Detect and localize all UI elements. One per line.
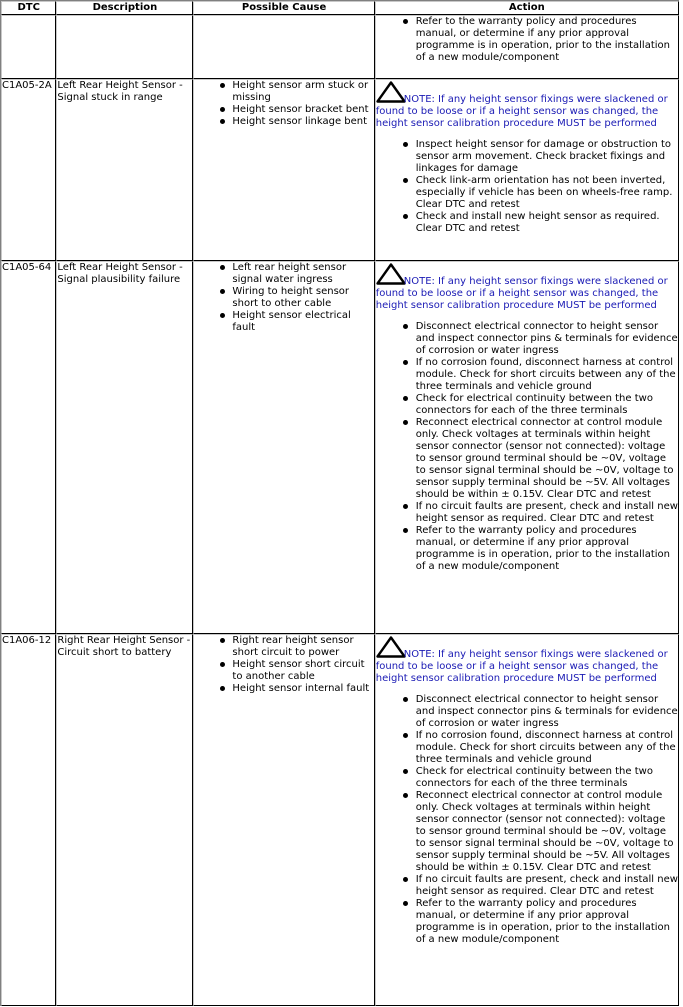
possible-cause-cell <box>193 15 374 79</box>
header-description: Description <box>56 1 193 15</box>
cause-item: Height sensor internal fault <box>232 683 373 695</box>
action-item: Check link-arm orientation has not been inverted, especially if vehicle has been on wheels-free ramp. Clear DTC and retest <box>416 175 678 211</box>
warning-triangle-icon <box>376 636 406 658</box>
action-item: If no circuit faults are present, check and install new height sensor as required. Clear DTC and retest <box>415 874 678 897</box>
warning-triangle-icon <box>376 81 406 103</box>
note-block <box>376 636 678 685</box>
cause-item: Height sensor bracket bent <box>232 104 373 116</box>
note-text: NOTE: If any height sensor fixings were slackened or found to be loose or if a height sensor was changed, the height sensor calibration procedure MUST be performed <box>375 649 668 684</box>
action-list <box>376 694 678 946</box>
description-cell <box>56 15 193 79</box>
action-cell <box>375 15 679 79</box>
cause-item: Height sensor arm stuck or missing <box>232 80 373 104</box>
cause-item: Right rear height sensor short circuit to power <box>232 635 373 659</box>
note-block <box>376 263 678 312</box>
dtc-code-cell: C1A05-64 <box>1 261 56 634</box>
header-dtc: DTC <box>1 1 56 15</box>
action-item: Refer to the warranty policy and procedures manual, or determine if any prior approval programme is in operation, prior to the installation of a new module/component <box>416 525 678 573</box>
description-cell: Left Rear Height Sensor - Signal plausibility failure <box>56 261 193 634</box>
cause-item: Height sensor linkage bent <box>232 116 373 128</box>
cause-item: Height sensor electrical fault <box>232 310 373 334</box>
action-item: If no corrosion found, disconnect harness at control module. Check for short circuits between any of the three terminals and vehicle ground <box>416 730 678 766</box>
action-list <box>376 321 678 573</box>
header-possible-cause: Possible Cause <box>193 1 374 15</box>
action-item: Reconnect electrical connector at control module only. Check voltages at terminals within height sensor connector (sensor not connected): voltage to sensor ground terminal should be ~0V, voltage to sensor signal terminal should be ~0V, voltage to sensor supply terminal should be ~5V. All voltages should be within ± 0.15V. Clear DTC and retest <box>416 417 678 501</box>
possible-cause-cell <box>193 261 374 634</box>
table-row <box>1 634 679 1006</box>
action-item: If no circuit faults are present, check and install new height sensor as required. Clear DTC and retest <box>415 501 678 524</box>
action-cell <box>375 261 679 634</box>
note-text: NOTE: If any height sensor fixings were slackened or found to be loose or if a height sensor was changed, the height sensor calibration procedure MUST be performed <box>375 94 668 129</box>
table-row <box>1 15 679 79</box>
note-block <box>376 81 678 130</box>
warning-triangle-icon <box>376 263 406 285</box>
dtc-code-cell <box>1 15 56 79</box>
action-item: Check for electrical continuity between the two connectors for each of the three terminals <box>416 766 678 790</box>
cause-item: Left rear height sensor signal water ingress <box>232 262 373 286</box>
note-text: NOTE: If any height sensor fixings were slackened or found to be loose or if a height sensor was changed, the height sensor calibration procedure MUST be performed <box>375 276 668 311</box>
action-item: Check for electrical continuity between the two connectors for each of the three terminals <box>416 393 678 417</box>
dtc-code-cell: C1A06-12 <box>1 634 56 1006</box>
cause-item: Height sensor short circuit to another cable <box>232 659 373 683</box>
table-header-row <box>1 1 679 15</box>
action-item: Disconnect electrical connector to height sensor and inspect connector pins & terminals for evidence of corrosion or water ingress <box>415 694 678 729</box>
table-row <box>1 261 679 634</box>
cause-list <box>194 262 373 334</box>
action-cell <box>375 634 679 1006</box>
cause-list <box>194 635 373 695</box>
cause-list <box>194 80 373 128</box>
action-item: Inspect height sensor for damage or obstruction to sensor arm movement. Check bracket fixings and linkages for damage <box>416 139 678 175</box>
cause-item: Wiring to height sensor short to other cable <box>232 286 373 310</box>
action-item: Check and install new height sensor as required. Clear DTC and retest <box>416 211 678 235</box>
description-cell: Left Rear Height Sensor - Signal stuck in range <box>56 79 193 261</box>
header-action: Action <box>375 1 679 15</box>
table-row <box>1 79 679 261</box>
action-item: Refer to the warranty policy and procedures manual, or determine if any prior approval programme is in operation, prior to the installation of a new module/component <box>416 898 678 946</box>
action-list <box>376 16 678 64</box>
action-item: Reconnect electrical connector at control module only. Check voltages at terminals within height sensor connector (sensor not connected): voltage to sensor ground terminal should be ~0V, voltage to sensor signal terminal should be ~0V, voltage to sensor supply terminal should be ~5V. All voltages should be within ± 0.15V. Clear DTC and retest <box>416 790 678 874</box>
description-cell: Right Rear Height Sensor - Circuit short to battery <box>56 634 193 1006</box>
dtc-code-cell: C1A05-2A <box>1 79 56 261</box>
possible-cause-cell <box>193 79 374 261</box>
action-item: Disconnect electrical connector to height sensor and inspect connector pins & terminals for evidence of corrosion or water ingress <box>415 321 678 356</box>
action-item: If no corrosion found, disconnect harness at control module. Check for short circuits between any of the three terminals and vehicle ground <box>416 357 678 393</box>
action-list <box>376 139 678 235</box>
action-cell <box>375 79 679 261</box>
possible-cause-cell <box>193 634 374 1006</box>
action-item: Refer to the warranty policy and procedures manual, or determine if any prior approval programme is in operation, prior to the installation of a new module/component <box>416 16 678 64</box>
